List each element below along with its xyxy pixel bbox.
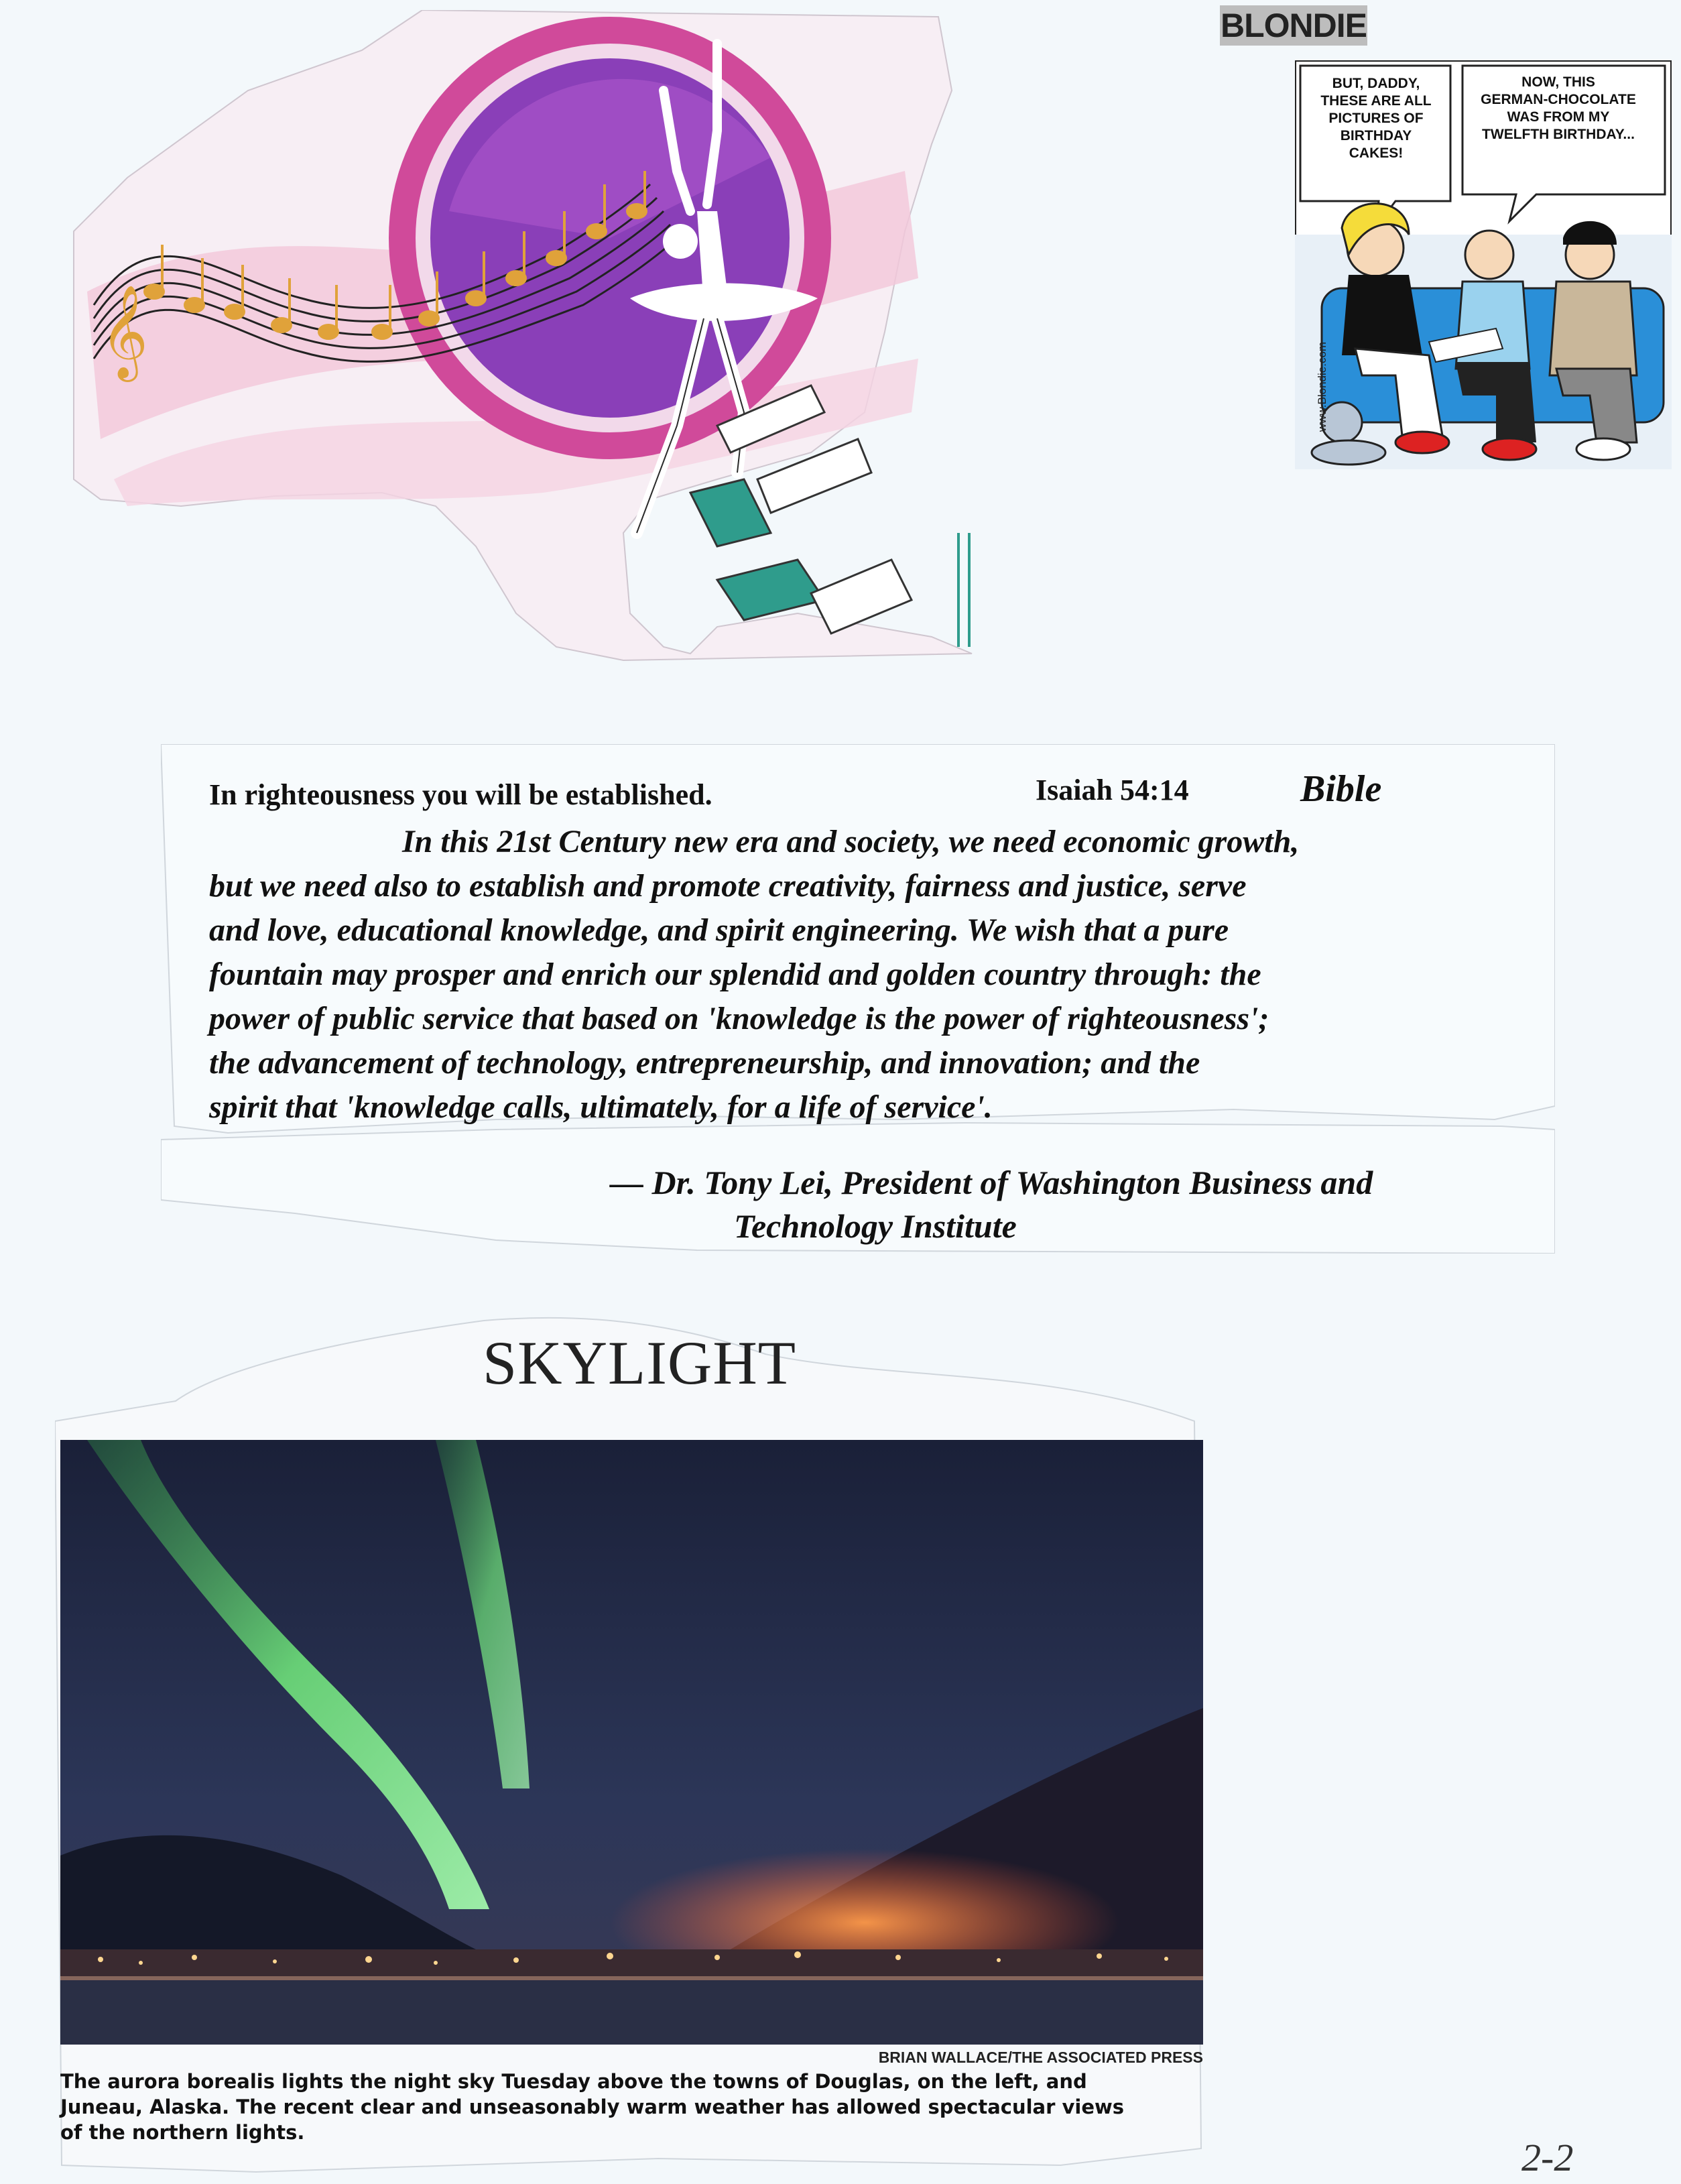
quote-line: In this 21st Century new era and society, we need economic growth,	[402, 824, 1300, 859]
quote-line: power of public service that based on 'knowledge is the power of righteousness';	[209, 1001, 1269, 1036]
building-blocks	[690, 385, 912, 633]
speech-bubble-left: BUT, DADDY, THESE ARE ALL PICTURES OF BIRTHDAY CAKES!	[1320, 76, 1432, 161]
treble-clef-icon: 𝄞	[101, 285, 148, 378]
handwritten-page-number: 2-2	[1521, 2136, 1574, 2179]
aurora-photo	[60, 1440, 1203, 2045]
quote-line: and love, educational knowledge, and spirit engineering. We wish that a pure	[209, 912, 1229, 948]
ballerina-music-illustration	[47, 10, 1005, 670]
quote-attribution-cont: Technology Institute	[734, 1207, 1017, 1245]
comic-credit: www.Blondie.com	[1316, 341, 1328, 432]
quote-line: spirit that 'knowledge calls, ultimately, for a life of service'.	[209, 1089, 993, 1125]
photo-caption-line: Juneau, Alaska. The recent clear and unseasonably warm weather has allowed spectacular views	[60, 2096, 1125, 2118]
bible-verse: In righteousness you will be established.	[209, 778, 712, 811]
skylight-title: SKYLIGHT	[483, 1329, 796, 1397]
quote-line: fountain may prosper and enrich our splendid and golden country through: the	[209, 957, 1261, 992]
photo-credit: BRIAN WALLACE/THE ASSOCIATED PRESS	[878, 2049, 1203, 2066]
comic-title: BLONDIE	[1221, 7, 1367, 44]
speech-bubble-right: NOW, THIS GERMAN-CHOCOLATE WAS FROM MY TWELFTH BIRTHDAY...	[1481, 74, 1636, 142]
quote-line: the advancement of technology, entrepreneurship, and innovation; and the	[209, 1045, 1200, 1081]
verse-source: Bible	[1300, 768, 1382, 810]
verse-reference: Isaiah 54:14	[1036, 774, 1189, 806]
quote-line: but we need also to establish and promote creativity, fairness and justice, serve	[209, 868, 1247, 904]
quote-attribution: — Dr. Tony Lei, President of Washington Business and	[610, 1164, 1373, 1201]
photo-caption-line: of the northern lights.	[60, 2121, 305, 2144]
photo-caption-line: The aurora borealis lights the night sky Tuesday above the towns of Douglas, on the left, and	[60, 2070, 1087, 2093]
